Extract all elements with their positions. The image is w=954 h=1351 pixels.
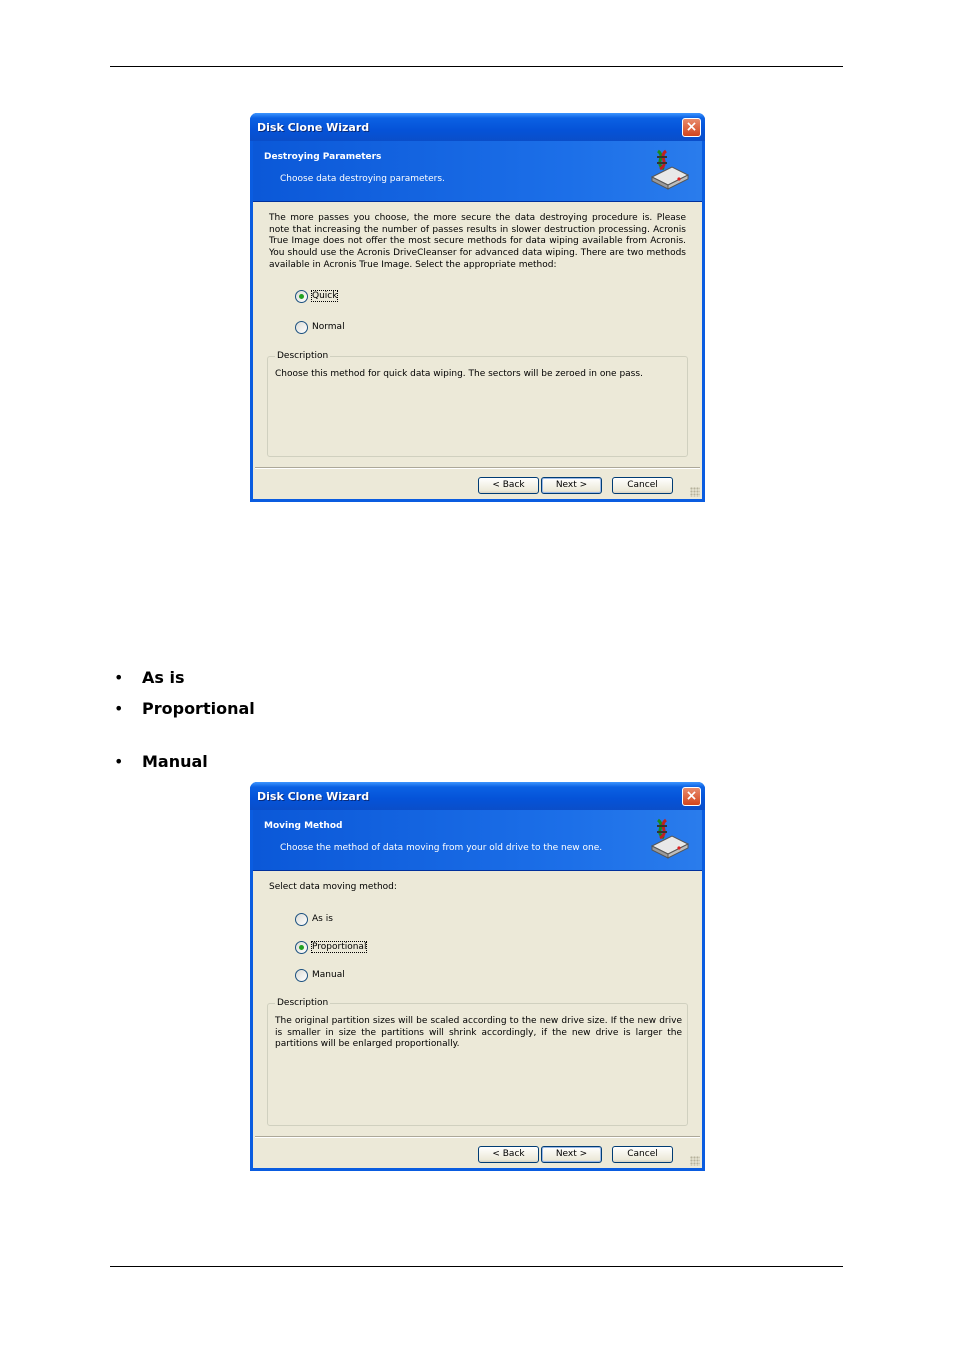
radio-label[interactable]: Proportional	[312, 942, 367, 952]
disk-clone-icon	[646, 147, 692, 193]
wizard-header	[253, 141, 702, 202]
radio-label[interactable]: Quick	[312, 291, 338, 301]
description-group	[267, 351, 688, 457]
title-bar[interactable]	[250, 113, 705, 141]
close-icon[interactable]: ×	[682, 787, 701, 806]
dialog-body	[253, 141, 702, 499]
radio-label[interactable]: Manual	[312, 970, 345, 980]
radio-circle[interactable]	[295, 913, 308, 926]
header-subtitle: Choose data destroying parameters.	[280, 174, 445, 184]
title-bar[interactable]	[250, 782, 705, 810]
back-button[interactable]: < Back	[478, 1146, 539, 1163]
cancel-button[interactable]: Cancel	[612, 477, 673, 494]
intro-text: Select data moving method:	[269, 882, 397, 892]
back-button[interactable]: < Back	[478, 477, 539, 494]
next-button[interactable]: Next >	[541, 477, 602, 494]
footer-rule	[110, 1266, 843, 1267]
cancel-button[interactable]: Cancel	[612, 1146, 673, 1163]
description-legend: Description	[277, 351, 329, 361]
radio-circle[interactable]	[295, 969, 308, 982]
header-rule	[110, 66, 843, 67]
window-title: Disk Clone Wizard	[257, 121, 370, 134]
description-legend: Description	[277, 998, 329, 1008]
header-subtitle: Choose the method of data moving from your old drive to the new one.	[280, 843, 603, 853]
description-group	[267, 998, 688, 1126]
description-text: The original partition sizes will be scaled according to the new drive size. If the new drive is smaller in size the partitions will shrink accordingly, if the new drive is larger the partitions will be enlarged proportionally.	[275, 1016, 682, 1050]
resize-grip-icon[interactable]	[690, 1156, 700, 1166]
resize-grip-icon[interactable]	[690, 487, 700, 497]
description-text: Choose this method for quick data wiping. The sectors will be zeroed in one pass.	[275, 369, 643, 379]
dialog-body	[253, 810, 702, 1168]
window-title: Disk Clone Wizard	[257, 790, 370, 803]
next-button[interactable]: Next >	[541, 1146, 602, 1163]
radio-circle[interactable]	[295, 941, 308, 954]
wizard-header	[253, 810, 702, 871]
disk-clone-icon	[646, 816, 692, 862]
header-title: Moving Method	[264, 821, 343, 831]
destroying-parameters-dialog	[250, 113, 705, 502]
radio-circle[interactable]	[295, 321, 308, 334]
moving-method-dialog	[250, 782, 705, 1171]
intro-text: The more passes you choose, the more secure the data destroying procedure is. Please note that increasing the number of passes results in slower destruction processing. Acronis True Image does not offer the most secure methods for data wiping available from Acronis. You should use the Acronis DriveCleanser for advanced data wiping. There are two methods available in Acronis True Image. Select the appropriate method:	[269, 213, 686, 270]
close-icon[interactable]: ×	[682, 118, 701, 137]
radio-label[interactable]: Normal	[312, 322, 345, 332]
button-separator	[255, 1136, 700, 1138]
button-separator	[255, 467, 700, 469]
header-title: Destroying Parameters	[264, 152, 382, 162]
radio-circle[interactable]	[295, 290, 308, 303]
radio-label[interactable]: As is	[312, 914, 333, 924]
